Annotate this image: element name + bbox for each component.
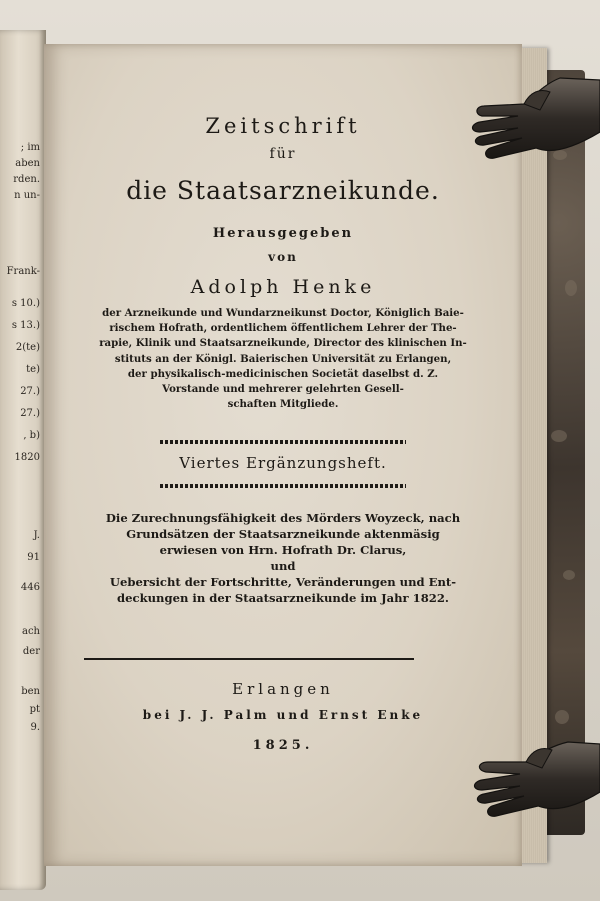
contents-line: und — [270, 559, 296, 573]
title-connector: für — [269, 146, 297, 162]
left-page-fragment: te) — [26, 364, 40, 375]
left-page-fragment: pt — [29, 704, 40, 715]
decorative-rule-bottom — [160, 484, 406, 488]
contents-line: Die Zurechnungsfähigkeit des Mörders Woyzeck, nach — [105, 511, 461, 525]
contents-line: deckungen in der Staatsarzneikunde im Jahr 1822. — [117, 591, 449, 605]
journal-title: Zeitschrift — [205, 114, 361, 138]
left-page-fragment: s 13.) — [11, 320, 40, 331]
left-page-fragment: 9. — [30, 722, 40, 733]
credential-line: rapie, Klinik und Staatsarzneikunde, Director des klinischen In- — [99, 337, 467, 350]
left-page-fragment: aben — [15, 158, 40, 169]
left-page-fragment: 27.) — [20, 408, 40, 419]
credential-line: stituts an der Königl. Baierischen Universität zu Erlangen, — [114, 352, 452, 365]
hand-clasp-top-icon — [440, 70, 600, 180]
credential-line: der Arzneikunde und Wundarzneikunst Doctor, Königlich Baie- — [102, 307, 464, 319]
credential-line: schaften Mitgliede. — [227, 398, 339, 411]
horizontal-rule — [84, 658, 414, 660]
hand-clasp-bottom-icon — [440, 736, 600, 836]
left-page-fragment: 446 — [20, 582, 40, 593]
left-page — [0, 30, 46, 890]
left-page-fragment: Frank- — [6, 266, 40, 277]
supplement-title: Viertes Ergänzungsheft. — [179, 454, 387, 472]
decorative-rule-top — [160, 440, 406, 444]
publication-place: Erlangen — [232, 680, 334, 698]
left-page-fragment: s 10.) — [11, 298, 40, 309]
von-label: von — [268, 250, 298, 264]
edited-by-label: Herausgegeben — [212, 226, 354, 241]
credential-line: der physikalisch-medicinischen Societät daselbst d. Z. — [127, 367, 439, 380]
left-page-fragment: 91 — [27, 552, 40, 563]
left-page-fragment: rden. — [13, 174, 40, 185]
publication-year: 1825. — [252, 738, 314, 753]
publisher-line: bei J. J. Palm und Ernst Enke — [142, 708, 424, 722]
left-page-fragment: , b) — [23, 430, 40, 441]
contents-line: Uebersicht der Fortschritte, Veränderungen und Ent- — [109, 575, 457, 589]
left-page-fragment: 1820 — [14, 452, 40, 463]
left-page-fragment: n un- — [14, 190, 40, 201]
credential-line: rischem Hofrath, ordentlichem öffentlichem Lehrer der The- — [109, 322, 457, 335]
marbled-cover-board — [547, 70, 585, 835]
left-page-fragment: ach — [21, 626, 40, 637]
left-page-fragment: ; im — [20, 142, 40, 153]
editor-name: Adolph Henke — [190, 276, 376, 298]
editor-credentials — [74, 306, 492, 412]
credential-line: Vorstande und mehrerer gelehrten Gesell- — [162, 383, 404, 396]
contents-line: Grundsätzen der Staatsarzneikunde aktenmäsig — [126, 527, 440, 541]
left-page-fragment: ben — [21, 686, 40, 697]
left-page-fragment: der — [22, 646, 40, 657]
contents-description — [66, 510, 500, 606]
left-page-fragment: 2(te) — [15, 342, 40, 353]
left-page-fragment: 27.) — [20, 386, 40, 397]
contents-line: erwiesen von Hrn. Hofrath Dr. Clarus, — [159, 543, 407, 557]
journal-subject: die Staatsarzneikunde. — [126, 176, 440, 205]
left-page-fragment: J. — [33, 530, 40, 541]
